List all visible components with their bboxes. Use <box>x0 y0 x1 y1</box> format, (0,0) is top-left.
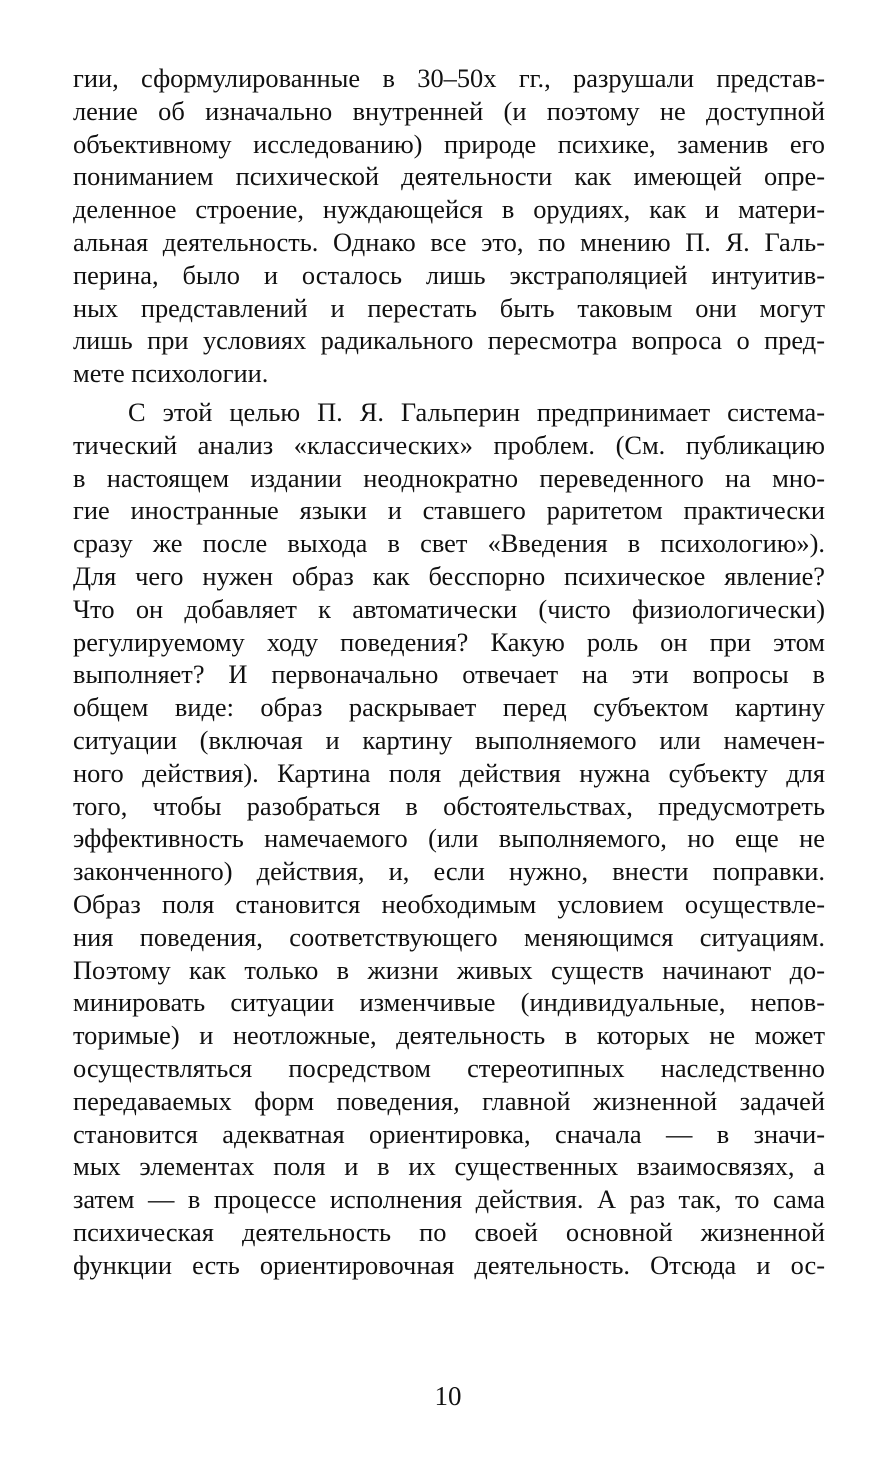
page-number: 10 <box>434 1381 462 1411</box>
body-text <box>73 62 825 1281</box>
text-line: того, чтобы разобраться в обстоятельствах, предусмотреть <box>73 790 825 821</box>
text-line: ного действия). Картина поля действия нужна субъекту для <box>73 757 825 788</box>
text-line: функции есть ориентировочная деятельность. Отсюда и ос- <box>73 1249 825 1280</box>
text-line: торимые) и неотложные, деятельность в которых не может <box>73 1020 825 1051</box>
text-line: мых элементах поля и в их существенных взаимосвязях, а <box>73 1151 825 1182</box>
text-line: С этой целью П. Я. Гальперин предпринимает система- <box>128 396 825 427</box>
text-line: эффективность намечаемого (или выполняемого, но еще не <box>73 823 825 854</box>
text-line: объективному исследованию) природе психике, заменив его <box>73 128 825 159</box>
text-line: минировать ситуации изменчивые (индивидуальные, непов- <box>73 987 825 1018</box>
text-line: деленное строение, нуждающейся в орудиях, как и матери- <box>73 194 825 225</box>
text-line: общем виде: образ раскрывает перед субъектом картину <box>73 692 825 723</box>
text-line: психическая деятельность по своей основной жизненной <box>73 1216 825 1247</box>
text-line: осуществляться посредством стереотипных наследственно <box>73 1052 825 1083</box>
text-line: лишь при условиях радикального пересмотра вопроса о пред- <box>73 325 825 356</box>
text-line: сразу же после выхода в свет «Введения в психологию»). <box>73 528 825 559</box>
text-line: регулируемому ходу поведения? Какую роль он при этом <box>73 626 825 657</box>
text-line: Образ поля становится необходимым условием осуществле- <box>73 888 825 919</box>
text-line: ситуации (включая и картину выполняемого или намечен- <box>73 724 825 755</box>
paragraph-2 <box>73 396 825 1282</box>
text-line: пониманием психической деятельности как имеющей опре- <box>73 161 825 192</box>
text-line: ния поведения, соответствующего меняющимся ситуациям. <box>73 921 825 952</box>
text-line: выполняет? И первоначально отвечает на эти вопросы в <box>73 659 825 690</box>
text-line: ных представлений и перестать быть таковым они могут <box>73 292 825 323</box>
text-line: Что он добавляет к автоматически (чисто физиологически) <box>73 593 825 624</box>
text-line: затем — в процессе исполнения действия. А раз так, то сама <box>73 1184 825 1215</box>
text-line: законченного) действия, и, если нужно, внести поправки. <box>73 856 825 887</box>
text-line: гии, сформулированные в 30–50х гг., разрушали представ- <box>73 63 825 93</box>
text-line: альная деятельность. Однако все это, по мнению П. Я. Галь- <box>73 226 825 257</box>
text-line: в настоящем издании неоднократно переведенного на мно- <box>73 462 825 493</box>
text-line: перина, было и осталось лишь экстраполяцией интуитив- <box>73 259 825 290</box>
text-line: становится адекватная ориентировка, сначала — в значи- <box>73 1118 825 1149</box>
text-line: Поэтому как только в жизни живых существ начинают до- <box>73 954 825 985</box>
text-line: ление об изначально внутренней (и поэтому не доступной <box>73 95 825 126</box>
text-line: мете психологии. <box>73 358 269 389</box>
text-line: передаваемых форм поведения, главной жизненной задачей <box>73 1085 825 1116</box>
text-line: гие иностранные языки и ставшего раритетом практически <box>73 495 825 526</box>
paragraph-1 <box>73 62 825 390</box>
text-line: Для чего нужен образ как бесспорно психическое явление? <box>73 560 825 591</box>
text-line: тический анализ «классических» проблем. (См. публикацию <box>73 429 825 460</box>
